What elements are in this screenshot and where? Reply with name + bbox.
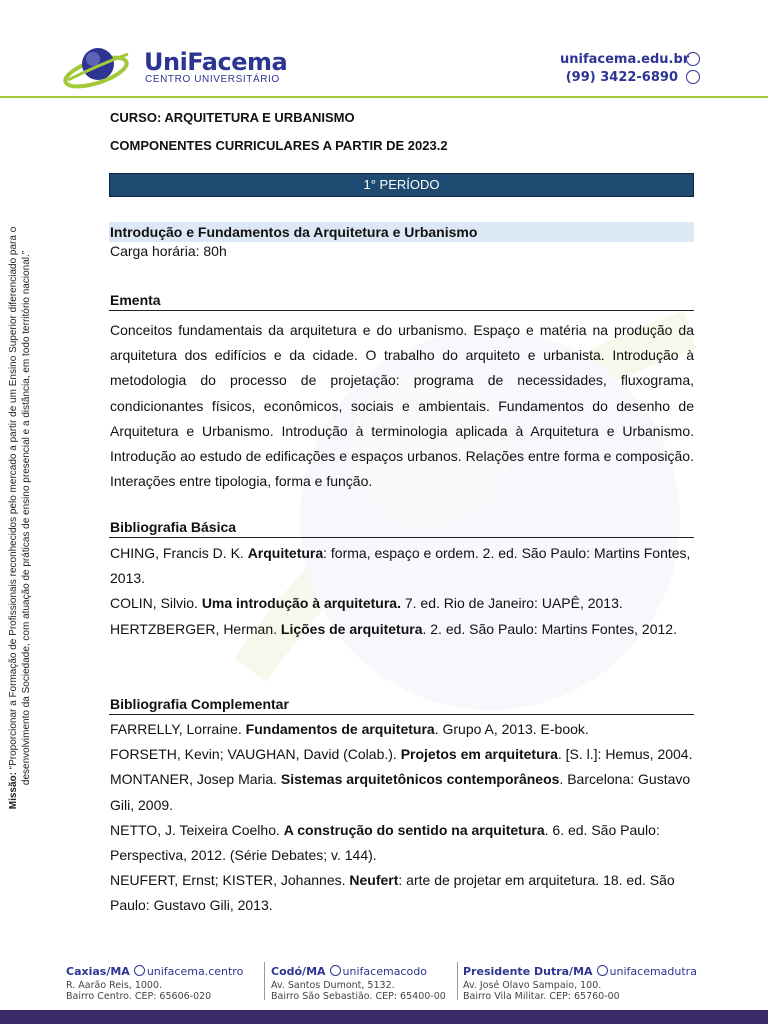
campus-handle[interactable]: unifacemacodo [342,965,427,978]
subject-title: Introdução e Fundamentos da Arquitetura e Urbanismo [110,224,478,240]
unifacema-logo [62,44,132,92]
ementa-rule [109,310,694,311]
basic-bibliography-list [110,541,694,642]
brand-name: UniFacema [144,48,288,76]
footer-separator [264,962,265,1000]
basic-bibliography-heading: Bibliografia Básica [110,519,237,535]
campus-city: Codó/MA [271,965,326,978]
components-title: COMPONENTES CURRICULARES A PARTIR DE 2023.2 [110,138,448,153]
campus-city: Caxias/MA [66,965,130,978]
campus-city: Presidente Dutra/MA [463,965,593,978]
mission-statement [7,188,47,848]
instagram-icon [134,965,145,976]
bibliography-entry: NETTO, J. Teixeira Coelho. A construção do sentido na arquitetura. 6. ed. São Paulo: Perspectiva, 2012. (Série Debates; v. 144). [110,821,660,864]
campus-address: Av. Santos Dumont, 5132. [271,980,395,991]
campus-codo [271,962,446,1002]
complementary-bibliography-list [110,717,694,919]
campus-address: Bairro Vila Militar. CEP: 65760-00 [463,991,620,1002]
instagram-icon [597,965,608,976]
bibliography-entry: COLIN, Silvio. Uma introdução à arquitetura. 7. ed. Rio de Janeiro: UAPÊ, 2013. [110,595,623,612]
website-link[interactable]: unifacema.edu.br [560,52,690,67]
campus-presidente-dutra [463,962,697,1002]
mission-label: Missão: [8,772,19,810]
bibliography-entry: FORSETH, Kevin; VAUGHAN, David (Colab.). Projetos em arquitetura. [S. l.]: Hemus, 2004. [110,746,693,763]
bibliography-entry: MONTANER, Josep Maria. Sistemas arquitetônicos contemporâneos. Barcelona: Gustavo Gili, 2009. [110,771,691,813]
campus-handle[interactable]: unifacemadutra [609,965,697,978]
campus-address: R. Aarão Reis, 1000. [66,980,163,991]
bibliography-entry: FARRELLY, Lorraine. Fundamentos de arquitetura. Grupo A, 2013. E-book. [110,721,589,737]
course-title: CURSO: ARQUITETURA E URBANISMO [110,110,355,125]
complementary-bibliography-rule [109,714,694,715]
header-divider [0,96,768,98]
bibliography-entry: CHING, Francis D. K. Arquitetura: forma, espaço e ordem. 2. ed. São Paulo: Martins Fontes, 2013. [110,545,691,587]
footer-bar [0,1010,768,1024]
whatsapp-icon [686,70,700,84]
ementa-heading: Ementa [110,292,161,308]
basic-bibliography-rule [109,537,694,538]
campus-address: Bairro Centro. CEP: 65606-020 [66,991,212,1002]
brand-subtitle: CENTRO UNIVERSITÁRIO [145,74,280,85]
footer-separator [457,962,458,1000]
bibliography-entry: NEUFERT, Ernst; KISTER, Johannes. Neufert: arte de projetar em arquitetura. 18. ed. São Paulo: Gustavo Gili, 2013. [110,872,675,914]
workload: Carga horária: 80h [110,243,227,259]
mission-text: “Proporcionar a Formação de Profissionais reconhecidos pelo mercado a partir de um Ensino Superior diferenciado para o desenvolvimento da Sociedade, com atuação de práticas de ensino presencial e a distância, em todo território nacional.” [8,226,32,786]
ementa-text: Conceitos fundamentais da arquitetura e do urbanismo. Espaço e matéria na produção da arquitetura dos edifícios e da cidade. O trabalho do arquiteto e urbanista. Introdução à metodologia do processo de projetação: programa de necessidades, fluxograma, condicionantes físicos, econômicos, sociais e ambientais. Fundamentos do desenho de Arquitetura e Urbanismo. Introdução à terminologia aplicada à Arquitetura e Urbanismo. Introdução ao estudo de edificações e espaços urbanos. Relações entre forma e composição. Interações entre tipologia, forma e função. [110,322,694,490]
campus-handle[interactable]: unifacema.centro [146,965,244,978]
phone-number[interactable]: (99) 3422-6890 [565,70,678,85]
campus-caxias [66,962,243,1002]
campus-address: Bairro São Sebastião. CEP: 65400-00 [271,991,446,1002]
period-header: 1° PERÍODO [109,173,694,197]
instagram-icon [330,965,341,976]
complementary-bibliography-heading: Bibliografia Complementar [110,696,289,712]
globe-icon [686,52,700,66]
campus-address: Av. José Olavo Sampaio, 100. [463,980,602,991]
bibliography-entry: HERTZBERGER, Herman. Lições de arquitetura. 2. ed. São Paulo: Martins Fontes, 2012. [110,620,677,637]
